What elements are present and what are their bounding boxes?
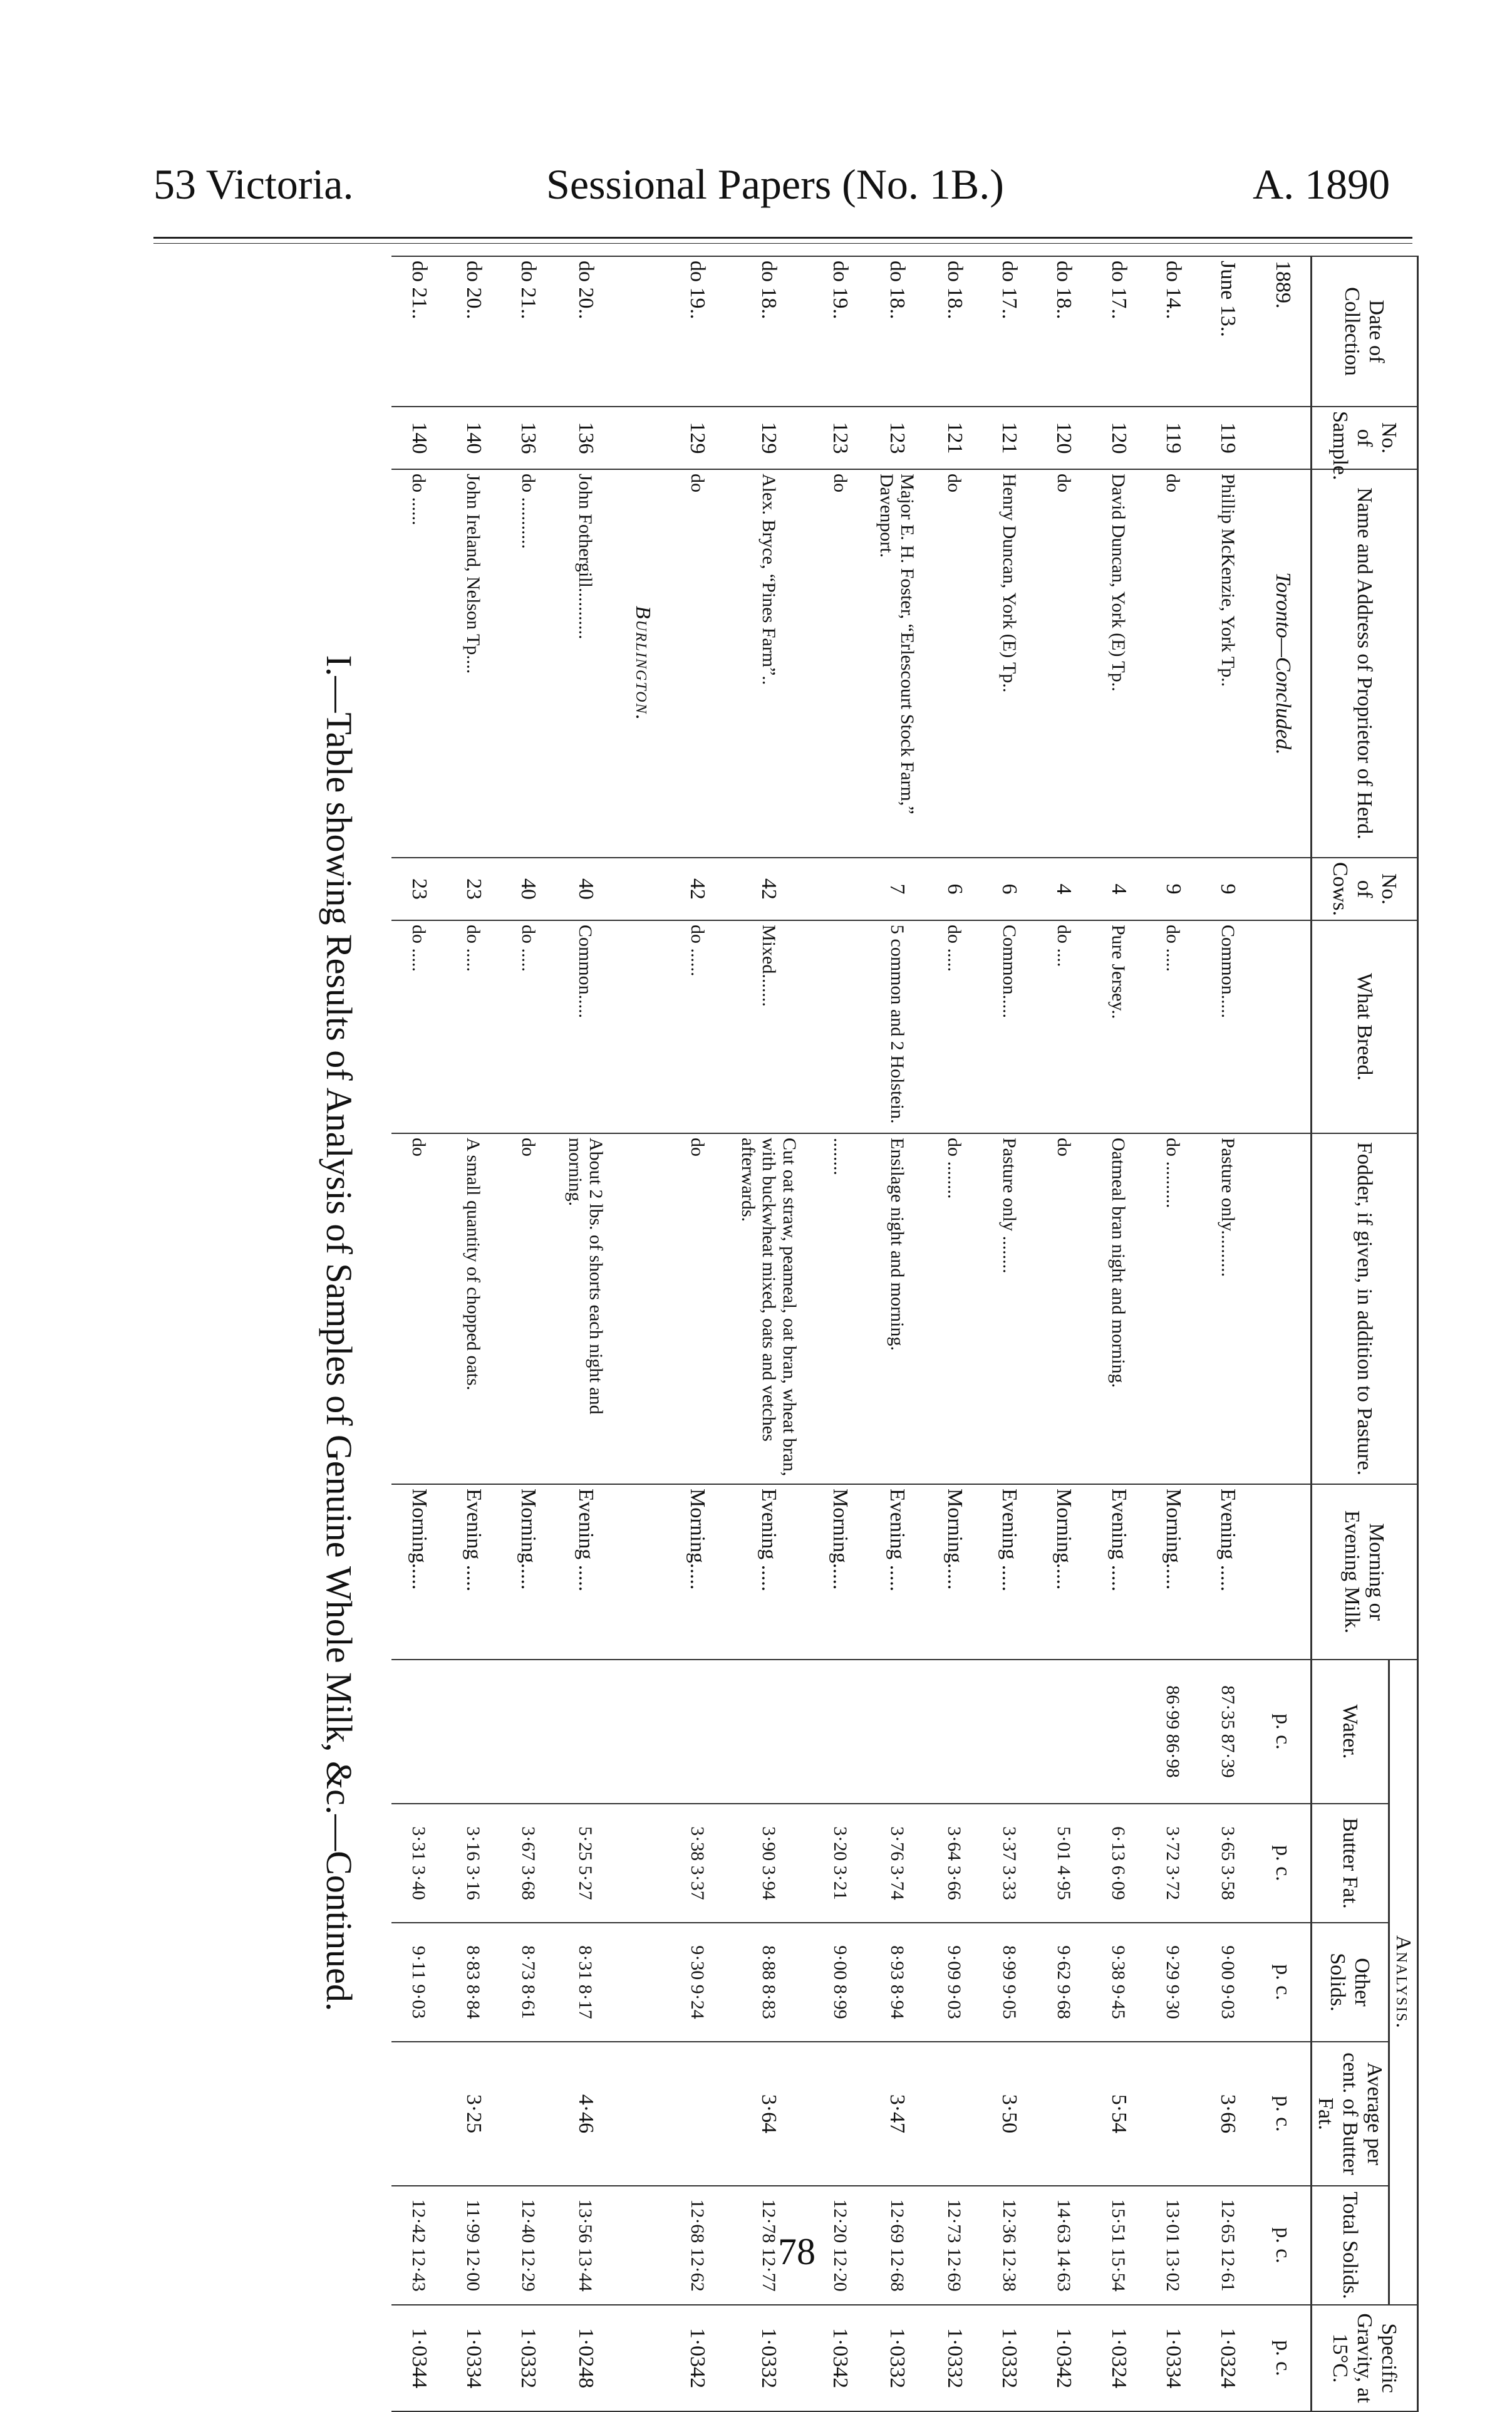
cell-gravity: 1·0248 (556, 2305, 615, 2411)
milk-analysis-table (391, 256, 1419, 2412)
cell-total: 13·56 13·44 (556, 2186, 615, 2305)
cell-date: do 19.. (670, 256, 725, 407)
header-cows: No. of Cows. (1311, 858, 1417, 920)
cell-fodder: Ensilage night and morning. (867, 1133, 927, 1484)
cell-name: John Ireland, Nelson Tp.... (446, 469, 500, 858)
cell-cows: 7 (867, 858, 927, 920)
header-gravity: Specific Gravity, at 15°C. (1311, 2305, 1417, 2411)
cell-other: 9·00 8·99 (812, 1923, 867, 2042)
cell-butter: 3·16 3·16 (446, 1804, 500, 1923)
cell-avg (670, 2042, 725, 2186)
cell-other: 8·73 8·61 (501, 1923, 556, 2042)
cell-butter: 3·31 3·40 (391, 1804, 446, 1923)
cell-time: Morning..... (1146, 1484, 1200, 1660)
cell-butter: 6·13 6·09 (1091, 1804, 1146, 1923)
header-date: Date of Collection (1311, 256, 1417, 407)
cell-avg (1146, 2042, 1200, 2186)
cell-gravity: 1·0324 (1201, 2305, 1255, 2411)
cell-sample: 121 (981, 407, 1036, 469)
cell-name: do ...... (391, 469, 446, 858)
cell-time: Evening ..... (1201, 1484, 1255, 1660)
cell-water (501, 1660, 556, 1804)
cell-breed (812, 920, 867, 1133)
cell-other: 9·62 9·68 (1037, 1923, 1091, 2042)
cell-fodder: Cut oat straw, peameal, oat bran, wheat bran, with buckwheat mixed, oats and vetches afterwards. (725, 1133, 812, 1484)
cell-fodder: Pasture only.......... (1201, 1133, 1255, 1484)
table-row (391, 256, 446, 2411)
header-avg: Average per cent. of Butter Fat. (1311, 2042, 1389, 2186)
cell-breed: do ..... (501, 920, 556, 1133)
cell-fodder: do (391, 1133, 446, 1484)
cell-total: 13·01 13·02 (1146, 2186, 1200, 2305)
cell-gravity: 1·0334 (446, 2305, 500, 2411)
cell-total: 12·42 12·43 (391, 2186, 446, 2305)
cell-time: Morning..... (501, 1484, 556, 1660)
table-row (1037, 256, 1091, 2411)
cell-other: 9·29 9·30 (1146, 1923, 1200, 2042)
cell-date: do 21.. (501, 256, 556, 407)
cell-water (725, 1660, 812, 1804)
cell-water (1091, 1660, 1146, 1804)
cell-other: 9·09 9·03 (927, 1923, 981, 2042)
cell-sample: 123 (812, 407, 867, 469)
cell-avg (927, 2042, 981, 2186)
table-row (446, 256, 500, 2411)
cell-breed: 5 common and 2 Holstein. (867, 920, 927, 1133)
cell-gravity: 1·0342 (670, 2305, 725, 2411)
cell-cows: 40 (556, 858, 615, 920)
cell-butter: 3·65 3·58 (1201, 1804, 1255, 1923)
cell-time: Evening ..... (1091, 1484, 1146, 1660)
cell-gravity: 1·0332 (725, 2305, 812, 2411)
cell-total: 12·69 12·68 (867, 2186, 927, 2305)
table-row (981, 256, 1036, 2411)
cell-name: David Duncan, York (E) Tp.. (1091, 469, 1146, 858)
section-burlington: Burlington. (615, 469, 670, 858)
table-row (556, 256, 615, 2411)
cell-fodder: Pasture only ........ (981, 1133, 1036, 1484)
cell-cows: 6 (981, 858, 1036, 920)
cell-total: 12·78 12·77 (725, 2186, 812, 2305)
cell-other: 8·31 8·17 (556, 1923, 615, 2042)
cell-avg: 3·66 (1201, 2042, 1255, 2186)
cell-cows: 40 (501, 858, 556, 920)
cell-fodder: do .......... (1146, 1133, 1200, 1484)
cell-fodder: Oatmeal bran night and morning. (1091, 1133, 1146, 1484)
cell-breed: Common..... (556, 920, 615, 1133)
cell-name: do (927, 469, 981, 858)
cell-name: do (1146, 469, 1200, 858)
header-other: Other Solids. (1311, 1923, 1389, 2042)
cell-name: Major E. H. Foster, “Erlescourt Stock Farm,” Davenport. (867, 469, 927, 858)
cell-time: Morning..... (1037, 1484, 1091, 1660)
unit-gravity: p. c. (1255, 2305, 1311, 2411)
cell-name: do ........... (501, 469, 556, 858)
cell-date: do 18.. (725, 256, 812, 407)
cell-butter: 3·90 3·94 (725, 1804, 812, 1923)
cell-date: do 18.. (927, 256, 981, 407)
header-analysis: Analysis. (1389, 1660, 1417, 2305)
cell-fodder: A small quantity of chopped oats. (446, 1133, 500, 1484)
cell-avg (812, 2042, 867, 2186)
cell-fodder: do (501, 1133, 556, 1484)
cell-gravity: 1·0332 (867, 2305, 927, 2411)
cell-date: do 20.. (446, 256, 500, 407)
header-water: Water. (1311, 1660, 1389, 1804)
cell-breed: do .... (1037, 920, 1091, 1133)
cell-avg: 3·50 (981, 2042, 1036, 2186)
header-rule-thin (153, 243, 1412, 244)
cell-butter: 5·01 4·95 (1037, 1804, 1091, 1923)
table-row (670, 256, 725, 2411)
cell-time: Evening ..... (867, 1484, 927, 1660)
cell-date: do 14.. (1146, 256, 1200, 407)
cell-other: 8·88 8·83 (725, 1923, 812, 2042)
cell-date: June 13.. (1201, 256, 1255, 407)
cell-fodder: About 2 lbs. of shorts each night and morning. (556, 1133, 615, 1484)
table-row (867, 256, 927, 2411)
cell-time: Morning..... (812, 1484, 867, 1660)
header-center: Sessional Papers (No. 1B.) (546, 160, 1004, 208)
cell-cows: 23 (446, 858, 500, 920)
cell-name: John Fothergill........... (556, 469, 615, 858)
cell-sample: 129 (670, 407, 725, 469)
cell-date: do 21.. (391, 256, 446, 407)
cell-total: 14·63 14·63 (1037, 2186, 1091, 2305)
cell-total: 12·68 12·62 (670, 2186, 725, 2305)
cell-time: Evening ..... (446, 1484, 500, 1660)
header-total: Total Solids. (1311, 2186, 1389, 2305)
cell-date: do 18.. (1037, 256, 1091, 407)
table-row (501, 256, 556, 2411)
cell-water (446, 1660, 500, 1804)
cell-avg: 3·47 (867, 2042, 927, 2186)
cell-gravity: 1·0342 (1037, 2305, 1091, 2411)
cell-cows: 4 (1091, 858, 1146, 920)
cell-butter: 3·64 3·66 (927, 1804, 981, 1923)
header-right: A. 1890 (1253, 160, 1390, 208)
cell-cows (812, 858, 867, 920)
cell-name: Phillip McKenzie, York Tp.. (1201, 469, 1255, 858)
cell-fodder: do (670, 1133, 725, 1484)
table-row (1091, 256, 1146, 2411)
cell-cows: 42 (670, 858, 725, 920)
cell-avg: 3·64 (725, 2042, 812, 2186)
cell-total: 12·65 12·61 (1201, 2186, 1255, 2305)
header-breed: What Breed. (1311, 920, 1417, 1133)
unit-water: p. c. (1255, 1660, 1311, 1804)
table-row (1146, 256, 1200, 2411)
cell-name: do (812, 469, 867, 858)
cell-date: do 17.. (981, 256, 1036, 407)
cell-fodder: ........ (812, 1133, 867, 1484)
cell-breed: do ..... (446, 920, 500, 1133)
unit-butter: p. c. (1255, 1804, 1311, 1923)
cell-breed: do ...... (670, 920, 725, 1133)
year-cell: 1889. (1255, 256, 1311, 407)
cell-cows: 6 (927, 858, 981, 920)
header-fodder: Fodder, if given, in addition to Pasture. (1311, 1133, 1417, 1484)
header-sample: No. of Sample. (1311, 407, 1417, 469)
cell-sample: 120 (1037, 407, 1091, 469)
cell-breed: do ..... (1146, 920, 1200, 1133)
cell-other: 8·93 8·94 (867, 1923, 927, 2042)
unit-total: p. c. (1255, 2186, 1311, 2305)
header-left: 53 Victoria. (153, 160, 354, 208)
table-row (812, 256, 867, 2411)
cell-butter: 3·38 3·37 (670, 1804, 725, 1923)
cell-fodder: do ........ (927, 1133, 981, 1484)
cell-gravity: 1·0332 (981, 2305, 1036, 2411)
cell-butter: 3·37 3·33 (981, 1804, 1036, 1923)
cell-other: 9·38 9·45 (1091, 1923, 1146, 2042)
page-number: 78 (778, 2231, 816, 2272)
cell-sample: 136 (556, 407, 615, 469)
header-butter: Butter Fat. (1311, 1804, 1389, 1923)
cell-butter: 5·25 5·27 (556, 1804, 615, 1923)
cell-total: 15·51 15·54 (1091, 2186, 1146, 2305)
cell-butter: 3·67 3·68 (501, 1804, 556, 1923)
cell-sample: 119 (1146, 407, 1200, 469)
cell-avg (1037, 2042, 1091, 2186)
section-toronto: Toronto—Concluded. (1255, 469, 1311, 858)
cell-gravity: 1·0342 (812, 2305, 867, 2411)
cell-water: 86·99 86·98 (1146, 1660, 1200, 1804)
cell-date: do 19.. (812, 256, 867, 407)
cell-sample: 123 (867, 407, 927, 469)
cell-sample: 140 (446, 407, 500, 469)
cell-cows: 9 (1201, 858, 1255, 920)
cell-total: 12·40 12·29 (501, 2186, 556, 2305)
rows-toronto (670, 256, 1255, 2411)
cell-fodder: do (1037, 1133, 1091, 1484)
cell-avg (391, 2042, 446, 2186)
cell-date: do 17.. (1091, 256, 1146, 407)
cell-avg (501, 2042, 556, 2186)
header-time: Morning or Evening Milk. (1311, 1484, 1417, 1660)
units-row (1255, 256, 1311, 2411)
cell-name: Alex. Bryce, “Pines Farm”.. (725, 469, 812, 858)
cell-name: do (1037, 469, 1091, 858)
cell-total: 12·20 12·20 (812, 2186, 867, 2305)
cell-date: do 18.. (867, 256, 927, 407)
cell-butter: 3·20 3·21 (812, 1804, 867, 1923)
cell-water (1037, 1660, 1091, 1804)
section-row-burlington (615, 256, 670, 2411)
cell-breed: do ..... (927, 920, 981, 1133)
cell-sample: 119 (1201, 407, 1255, 469)
cell-gravity: 1·0332 (501, 2305, 556, 2411)
cell-water (556, 1660, 615, 1804)
cell-cows: 9 (1146, 858, 1200, 920)
cell-breed: do ..... (391, 920, 446, 1133)
cell-time: Evening ..... (981, 1484, 1036, 1660)
cell-other: 8·99 9·05 (981, 1923, 1036, 2042)
rotated-table-block (216, 256, 1419, 2411)
cell-avg: 5·54 (1091, 2042, 1146, 2186)
table-caption: I.—Table showing Results of Analysis of Samples of Genuine Whole Milk, &c.—Continued. (319, 655, 360, 2012)
cell-time: Evening ..... (725, 1484, 812, 1660)
cell-total: 12·36 12·38 (981, 2186, 1036, 2305)
cell-gravity: 1·0324 (1091, 2305, 1146, 2411)
cell-cows: 42 (725, 858, 812, 920)
cell-butter: 3·76 3·74 (867, 1804, 927, 1923)
cell-name: Henry Duncan, York (E) Tp.. (981, 469, 1036, 858)
cell-breed: Common..... (981, 920, 1036, 1133)
cell-sample: 140 (391, 407, 446, 469)
cell-total: 12·73 12·69 (927, 2186, 981, 2305)
cell-other: 8·83 8·84 (446, 1923, 500, 2042)
cell-gravity: 1·0334 (1146, 2305, 1200, 2411)
cell-water (812, 1660, 867, 1804)
cell-sample: 136 (501, 407, 556, 469)
cell-time: Evening ..... (556, 1484, 615, 1660)
cell-breed: Mixed....... (725, 920, 812, 1133)
cell-water (981, 1660, 1036, 1804)
unit-other: p. c. (1255, 1923, 1311, 2042)
cell-water (867, 1660, 927, 1804)
cell-gravity: 1·0344 (391, 2305, 446, 2411)
cell-butter: 3·72 3·72 (1146, 1804, 1200, 1923)
cell-time: Morning..... (670, 1484, 725, 1660)
unit-avg: p. c. (1255, 2042, 1311, 2186)
cell-sample: 121 (927, 407, 981, 469)
rows-burlington (391, 256, 615, 2411)
cell-sample: 120 (1091, 407, 1146, 469)
cell-name: do (670, 469, 725, 858)
cell-avg: 4·46 (556, 2042, 615, 2186)
cell-cows: 23 (391, 858, 446, 920)
header-name: Name and Address of Proprietor of Herd. (1311, 469, 1417, 858)
cell-cows: 4 (1037, 858, 1091, 920)
cell-water (391, 1660, 446, 1804)
cell-water (670, 1660, 725, 1804)
cell-sample: 129 (725, 407, 812, 469)
cell-other: 9·11 9·03 (391, 1923, 446, 2042)
cell-date: do 20.. (556, 256, 615, 407)
cell-total: 11·99 12·00 (446, 2186, 500, 2305)
cell-water (927, 1660, 981, 1804)
cell-time: Morning..... (927, 1484, 981, 1660)
cell-breed: Pure Jersey.. (1091, 920, 1146, 1133)
table-row (1201, 256, 1255, 2411)
header-rule (153, 237, 1412, 239)
cell-breed: Common..... (1201, 920, 1255, 1133)
cell-time: Morning..... (391, 1484, 446, 1660)
cell-gravity: 1·0332 (927, 2305, 981, 2411)
cell-other: 9·30 9·24 (670, 1923, 725, 2042)
cell-avg: 3·25 (446, 2042, 500, 2186)
table-row (725, 256, 812, 2411)
table-row (927, 256, 981, 2411)
cell-other: 9·00 9·03 (1201, 1923, 1255, 2042)
cell-water: 87·35 87·39 (1201, 1660, 1255, 1804)
